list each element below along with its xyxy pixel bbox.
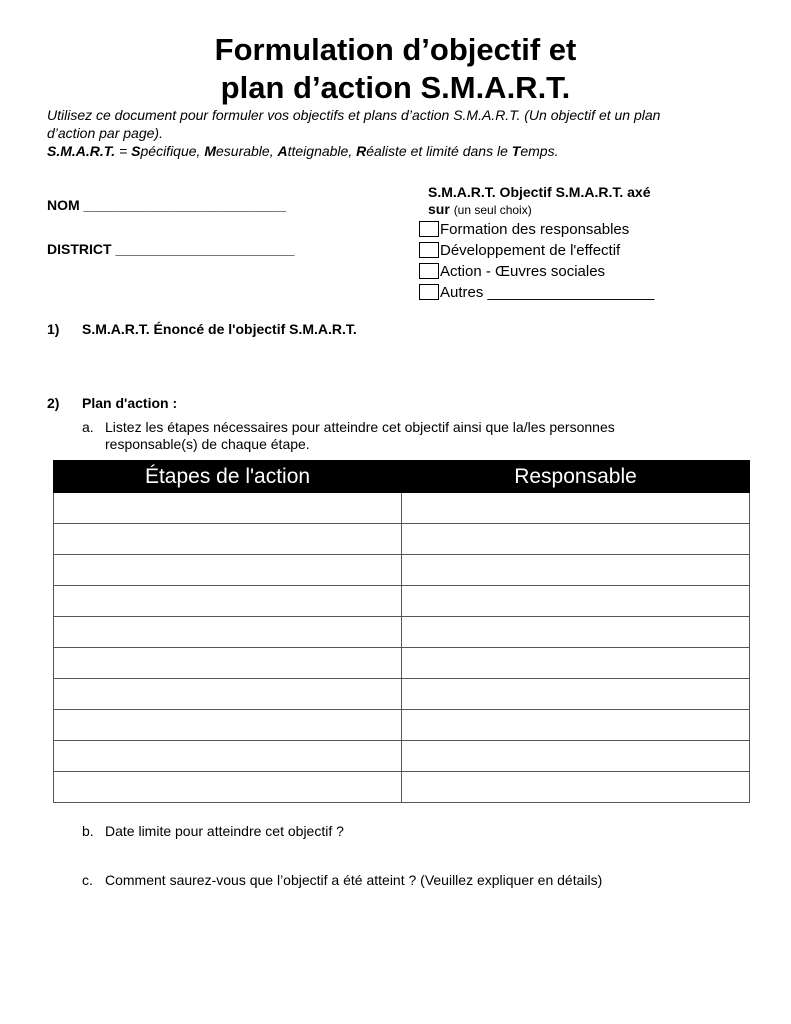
district-field[interactable]: DISTRICT _______________________ xyxy=(47,241,295,257)
smart-s-rest: pécifique, xyxy=(140,143,205,159)
section-2-heading xyxy=(47,395,177,411)
step-cell[interactable] xyxy=(54,617,402,648)
responsible-cell[interactable] xyxy=(402,493,750,524)
step-cell[interactable] xyxy=(54,524,402,555)
step-cell[interactable] xyxy=(54,679,402,710)
responsible-cell[interactable] xyxy=(402,710,750,741)
smart-eq: = xyxy=(115,143,132,159)
smart-m-rest: esurable, xyxy=(216,143,278,159)
option-developpement[interactable] xyxy=(419,241,620,259)
section-label: Plan d'action : xyxy=(82,395,178,411)
smart-term: S.M.A.R.T. xyxy=(47,143,116,159)
smart-s: S xyxy=(131,143,141,159)
table-row xyxy=(54,586,750,617)
table-row xyxy=(54,741,750,772)
objective-focus-heading-line2: sur xyxy=(428,201,450,217)
subsection-a-line2: responsable(s) de chaque étape. xyxy=(105,436,310,452)
checkbox[interactable] xyxy=(419,242,439,258)
subsection-a-text xyxy=(105,419,765,453)
option-autres[interactable] xyxy=(419,283,654,301)
objective-focus-heading xyxy=(428,184,728,219)
responsible-cell[interactable] xyxy=(402,772,750,803)
objective-focus-heading-line1: S.M.A.R.T. Objectif S.M.A.R.T. axé xyxy=(428,184,651,200)
header-responsable: Responsable xyxy=(402,461,750,493)
responsible-cell[interactable] xyxy=(402,524,750,555)
step-cell[interactable] xyxy=(54,555,402,586)
smart-r: R xyxy=(356,143,367,159)
subsection-b-text: Date limite pour atteindre cet objectif ? xyxy=(105,823,344,839)
option-formation[interactable] xyxy=(419,220,629,238)
checkbox[interactable] xyxy=(419,263,439,279)
intro-line2: d’action par page). xyxy=(47,125,163,141)
table-header-row xyxy=(54,461,750,493)
step-cell[interactable] xyxy=(54,710,402,741)
table-row xyxy=(54,555,750,586)
table-row xyxy=(54,524,750,555)
responsible-cell[interactable] xyxy=(402,586,750,617)
action-plan-table xyxy=(53,460,750,803)
objective-focus-note: (un seul choix) xyxy=(453,203,532,217)
step-cell[interactable] xyxy=(54,648,402,679)
smart-definition xyxy=(47,143,747,160)
table-row xyxy=(54,648,750,679)
table-row xyxy=(54,617,750,648)
table-row xyxy=(54,493,750,524)
document-title-line1: Formulation d’objectif et xyxy=(214,32,577,67)
checkbox[interactable] xyxy=(419,221,439,237)
responsible-cell[interactable] xyxy=(402,741,750,772)
table-row xyxy=(54,710,750,741)
subsection-c-letter: c. xyxy=(82,872,93,888)
responsible-cell[interactable] xyxy=(402,648,750,679)
option-label: Formation des responsables xyxy=(440,220,630,238)
smart-a: A xyxy=(277,143,288,159)
section-1-heading xyxy=(47,321,357,337)
subsection-a-letter: a. xyxy=(82,419,94,435)
step-cell[interactable] xyxy=(54,741,402,772)
responsible-cell[interactable] xyxy=(402,617,750,648)
checkbox[interactable] xyxy=(419,284,439,300)
subsection-a-line1: Listez les étapes nécessaires pour atteindre cet objectif ainsi que la/les personnes xyxy=(105,419,615,435)
section-number: 2) xyxy=(47,395,60,411)
header-etapes: Étapes de l'action xyxy=(54,461,402,493)
responsible-cell[interactable] xyxy=(402,679,750,710)
smart-t-rest: emps. xyxy=(520,143,559,159)
subsection-c-text: Comment saurez-vous que l’objectif a été atteint ? (Veuillez expliquer en détails) xyxy=(105,872,603,888)
smart-t: T xyxy=(511,143,521,159)
table-row xyxy=(54,679,750,710)
responsible-cell[interactable] xyxy=(402,555,750,586)
intro-line1: Utilisez ce document pour formuler vos objectifs et plans d’action S.M.A.R.T. (Un objectif et un plan xyxy=(47,107,661,123)
option-label: Autres ____________________ xyxy=(440,283,655,301)
smart-m: M xyxy=(204,143,216,159)
option-label: Développement de l'effectif xyxy=(440,241,621,259)
table-row xyxy=(54,772,750,803)
smart-r-rest: éaliste et limité dans le xyxy=(366,143,512,159)
section-number: 1) xyxy=(47,321,60,337)
option-action-oeuvres[interactable] xyxy=(419,262,605,280)
step-cell[interactable] xyxy=(54,772,402,803)
step-cell[interactable] xyxy=(54,493,402,524)
smart-a-rest: tteignable, xyxy=(287,143,357,159)
section-label: S.M.A.R.T. Énoncé de l'objectif S.M.A.R.T. xyxy=(82,321,357,337)
nom-field[interactable]: NOM __________________________ xyxy=(47,197,286,213)
document-title-line2: plan d’action S.M.A.R.T. xyxy=(220,70,571,105)
step-cell[interactable] xyxy=(54,586,402,617)
subsection-b-letter: b. xyxy=(82,823,94,839)
option-label: Action - Œuvres sociales xyxy=(440,262,606,280)
